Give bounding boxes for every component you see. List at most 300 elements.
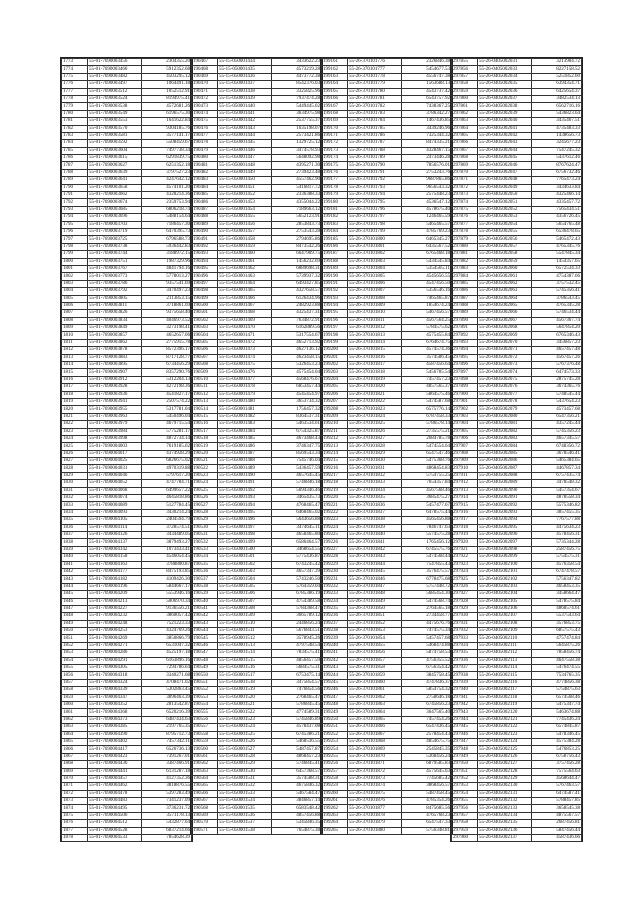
table-row [62, 435, 192, 442]
account-code-cell: 55-26-370101797 [348, 214, 402, 221]
account-code-cell: 55-01-7690003928 [88, 384, 142, 391]
row-number-cell: 199195 [322, 310, 348, 317]
row-number-cell: 190506 [192, 347, 218, 354]
account-code-cell: 55-26-0405002101 [478, 568, 532, 575]
row-number-cell: 297918 [452, 524, 478, 531]
amount-cell: 4673468.43 [272, 435, 322, 442]
table-row [192, 273, 322, 280]
table-row [322, 147, 452, 154]
amount-cell: 5654765.48 [532, 221, 582, 228]
table-row [452, 236, 582, 243]
row-number-cell: 199235 [322, 605, 348, 612]
table-row [62, 472, 192, 479]
table-row [452, 81, 582, 88]
row-number-cell: 199168 [322, 110, 348, 117]
amount-cell: 6435567.52 [402, 243, 452, 250]
table-row [322, 347, 452, 354]
account-code-cell: 55-26-0405002108 [478, 620, 532, 627]
table-row [452, 310, 582, 317]
row-number-cell: 1775 [62, 73, 88, 80]
account-code-cell: 55-15-050001456 [218, 221, 272, 228]
account-code-cell: 55-01-7690004402 [88, 738, 142, 745]
row-number-cell: 1860 [62, 701, 88, 708]
account-code-cell: 55-26-370101794 [348, 192, 402, 199]
table-row [452, 583, 582, 590]
amount-cell: 5648092.98 [272, 155, 322, 162]
row-number-cell: 1798 [62, 243, 88, 250]
account-code-cell: 55-26-370101779 [348, 81, 402, 88]
row-number-cell: 190473 [192, 103, 218, 110]
table-row [452, 140, 582, 147]
table-row [452, 391, 582, 398]
account-code-cell: 55-26-0405002066 [478, 310, 532, 317]
amount-cell: 3434633.84 [532, 184, 582, 191]
amount-cell: 4247642.12 [142, 177, 192, 184]
row-number-cell: 190537 [192, 576, 218, 583]
amount-cell: 3245677.23 [532, 140, 582, 147]
table-row [62, 118, 192, 125]
amount-cell: 8795712.73 [142, 731, 192, 738]
row-number-cell: 190556 [192, 716, 218, 723]
amount-cell: 5778013.27 [142, 273, 192, 280]
amount-cell: 5864575.46 [402, 391, 452, 398]
amount-cell: 4374928.29 [142, 450, 192, 457]
table-row [192, 73, 322, 80]
table-row [192, 598, 322, 605]
table-row [192, 539, 322, 546]
row-number-cell: 190494 [192, 258, 218, 265]
account-code-cell: 55-26-0405002089 [478, 480, 532, 487]
table-row [322, 369, 452, 376]
row-number-cell: 190543 [192, 620, 218, 627]
table-row [322, 184, 452, 191]
table-row [452, 783, 582, 790]
row-number-cell: 297873 [452, 192, 478, 199]
amount-cell: 4708471.02 [142, 679, 192, 686]
row-number-cell: 1868 [62, 761, 88, 768]
account-code-cell: 55-26-0405002110 [478, 635, 532, 642]
amount-cell: 5476853.25 [532, 746, 582, 753]
account-code-cell: 55-15-050001490 [218, 472, 272, 479]
account-code-cell: 55-26-0405002038 [478, 103, 532, 110]
row-number-cell: 190551 [192, 679, 218, 686]
amount-cell: 4567564.25 [402, 317, 452, 324]
row-number-cell: 190514 [192, 406, 218, 413]
amount-cell: 4756355.52 [402, 657, 452, 664]
table-row [452, 376, 582, 383]
amount-cell: 5463674.88 [532, 709, 582, 716]
table-row [62, 783, 192, 790]
row-number-cell: 297955 [452, 798, 478, 805]
account-code-cell: 55-15-050001480 [218, 398, 272, 405]
account-code-cell: 55-01-7690003662 [88, 192, 142, 199]
table-row [192, 280, 322, 287]
amount-cell: 6574568.46 [532, 694, 582, 701]
account-code-cell: 55-01-7690003936 [88, 391, 142, 398]
account-code-cell: 55-26-370101868 [348, 738, 402, 745]
row-number-cell: 199212 [322, 435, 348, 442]
account-code-cell: 55-26-0405002049 [478, 184, 532, 191]
account-code-cell: 55-01-7690004305 [88, 665, 142, 672]
row-number-cell: 297898 [452, 376, 478, 383]
account-code-cell: 55-01-7690004373 [88, 716, 142, 723]
amount-cell: 5465384.65 [532, 458, 582, 465]
account-code-cell: 55-26-0405002060 [478, 265, 532, 272]
row-number-cell: 190491 [192, 236, 218, 243]
amount-cell: 1456232.69 [272, 258, 322, 265]
row-number-cell: 297883 [452, 265, 478, 272]
amount-cell: 7391267.01 [142, 753, 192, 760]
account-code-cell: 55-26-0405002081 [478, 421, 532, 428]
account-code-cell: 55-15-050001500 [218, 546, 272, 553]
table-row [322, 458, 452, 465]
row-number-cell: 1842 [62, 568, 88, 575]
account-code-cell: 55-26-0405002033 [478, 66, 532, 73]
amount-cell: 3786543.45 [532, 295, 582, 302]
account-code-cell: 55-15-050001518 [218, 679, 272, 686]
table-row [192, 125, 322, 132]
amount-cell: 7497738.34 [142, 147, 192, 154]
row-number-cell: 190500 [192, 302, 218, 309]
table-row [452, 502, 582, 509]
row-number-cell: 199193 [322, 295, 348, 302]
row-number-cell: 199239 [322, 635, 348, 642]
row-number-cell: 297958 [452, 820, 478, 827]
account-code-cell: 55-01-7690004046 [88, 472, 142, 479]
row-number-cell: 190508 [192, 362, 218, 369]
row-number-cell: 199171 [322, 132, 348, 139]
row-number-cell: 297926 [452, 583, 478, 590]
row-number-cell: 297864 [452, 125, 478, 132]
account-code-cell: 55-26-0405002031 [478, 59, 532, 66]
row-number-cell: 297946 [452, 731, 478, 738]
amount-cell: 7545746.04 [272, 458, 322, 465]
amount-cell: 7767577.88 [532, 517, 582, 524]
account-code-cell: 55-26-0405002086 [478, 458, 532, 465]
row-number-cell: 199169 [322, 118, 348, 125]
row-number-cell: 1862 [62, 716, 88, 723]
account-code-cell: 55-01-7690003738 [88, 243, 142, 250]
account-code-cell: 55-01-7690003456 [88, 59, 142, 66]
row-number-cell: 297960 [452, 835, 478, 842]
account-code-cell: 55-26-370101828 [348, 443, 402, 450]
account-code-cell: 55-01-7690004528 [88, 827, 142, 834]
account-code-cell: 55-26-0405002053 [478, 214, 532, 221]
table-row [452, 192, 582, 199]
account-code-cell: 55-15-050001508 [218, 605, 272, 612]
amount-cell: 4325466.14 [532, 192, 582, 199]
row-number-cell: 199205 [322, 384, 348, 391]
row-number-cell: 1847 [62, 605, 88, 612]
table-row [452, 295, 582, 302]
amount-cell: 6474573.33 [532, 369, 582, 376]
account-code-cell: 55-26-0405002125 [478, 746, 532, 753]
account-code-cell: 55-26-0405002123 [478, 731, 532, 738]
account-code-cell: 55-15-050001436 [218, 73, 272, 80]
table-row [452, 539, 582, 546]
account-code-cell: 55-26-370101836 [348, 502, 402, 509]
amount-cell: 6889698.31 [272, 265, 322, 272]
table-row [322, 672, 452, 679]
table-row [192, 576, 322, 583]
table-row [322, 177, 452, 184]
account-code-cell: 55-26-370101858 [348, 665, 402, 672]
amount-cell: 3728574.51 [142, 524, 192, 531]
row-number-cell: 190545 [192, 635, 218, 642]
table-row [62, 805, 192, 812]
row-number-cell: 1878 [62, 835, 88, 842]
amount-cell: 4679715.54 [142, 421, 192, 428]
table-row [322, 620, 452, 627]
row-number-cell: 190488 [192, 214, 218, 221]
table-row [62, 480, 192, 487]
table-row [192, 413, 322, 420]
row-number-cell: 199210 [322, 421, 348, 428]
account-code-cell: 55-26-370101862 [348, 694, 402, 701]
row-number-cell: 297855 [452, 59, 478, 66]
row-number-cell: 199264 [322, 820, 348, 827]
account-code-cell: 55-15-050001468 [218, 310, 272, 317]
account-code-cell: 55-15-050001513 [218, 642, 272, 649]
row-number-cell: 199163 [322, 73, 348, 80]
account-code-cell: 55-26-0405002126 [478, 753, 532, 760]
table-row [322, 110, 452, 117]
row-number-cell: 190513 [192, 398, 218, 405]
row-number-cell: 297865 [452, 132, 478, 139]
amount-cell: 7745436.24 [532, 716, 582, 723]
account-code-cell: 55-01-7690003685 [88, 206, 142, 213]
table-row [452, 768, 582, 775]
amount-cell: 6457368.57 [272, 768, 322, 775]
table-row [192, 524, 322, 531]
row-number-cell: 1799 [62, 251, 88, 258]
amount-cell: 4545656.55 [402, 273, 452, 280]
account-code-cell: 55-26-0405002052 [478, 206, 532, 213]
account-code-cell: 55-15-050001538 [218, 827, 272, 834]
table-row [62, 672, 192, 679]
row-number-cell: 297876 [452, 214, 478, 221]
account-code-cell: 55-26-370101874 [348, 783, 402, 790]
table-row [452, 280, 582, 287]
account-code-cell: 55-26-370101875 [348, 790, 402, 797]
account-code-cell: 55-26-370101857 [348, 657, 402, 664]
account-code-cell: 55-26-370101833 [348, 480, 402, 487]
table-row [62, 524, 192, 531]
row-number-cell: 297944 [452, 716, 478, 723]
account-code-cell: 55-26-370101808 [348, 295, 402, 302]
row-number-cell: 1849 [62, 620, 88, 627]
account-code-cell: 55-01-7690003538 [88, 103, 142, 110]
table-row [192, 458, 322, 465]
amount-cell: 5756348.81 [402, 827, 452, 834]
amount-cell: 7834575.41 [272, 650, 322, 657]
amount-cell: 4328214.36 [142, 192, 192, 199]
table-row [452, 317, 582, 324]
table-row [192, 827, 322, 834]
row-number-cell: 1838 [62, 539, 88, 546]
row-number-cell: 190505 [192, 339, 218, 346]
row-number-cell: 297916 [452, 509, 478, 516]
table-row [192, 805, 322, 812]
table-row [452, 125, 582, 132]
table-row [62, 384, 192, 391]
amount-cell: 4395271.30 [272, 162, 322, 169]
account-code-cell: 55-15-050001451 [218, 184, 272, 191]
table-row [62, 147, 192, 154]
account-code-cell: 55-01-7690003895 [88, 362, 142, 369]
table-row [322, 288, 452, 295]
row-number-cell: 190486 [192, 199, 218, 206]
amount-cell: 6291839.75 [142, 155, 192, 162]
account-code-cell: 55-26-0405002109 [478, 628, 532, 635]
table-row [192, 605, 322, 612]
table-row [192, 243, 322, 250]
amount-cell: 6647909.75 [272, 251, 322, 258]
row-number-cell: 190485 [192, 192, 218, 199]
table-row [192, 228, 322, 235]
account-code-cell: 55-26-370101776 [348, 59, 402, 66]
amount-cell: 4765768.23 [402, 812, 452, 819]
table-row [192, 435, 322, 442]
amount-cell: 5437654.23 [532, 398, 582, 405]
amount-cell: 4545454.97 [272, 391, 322, 398]
amount-cell: 7765473.24 [532, 177, 582, 184]
table-row [452, 428, 582, 435]
row-number-cell: 1876 [62, 820, 88, 827]
table-row [192, 568, 322, 575]
row-number-cell: 199204 [322, 376, 348, 383]
table-row [322, 59, 452, 66]
account-code-cell: 55-01-7690004269 [88, 635, 142, 642]
account-code-cell: 55-26-0405002073 [478, 362, 532, 369]
amount-cell: 4573457.68 [532, 406, 582, 413]
amount-cell: 6468465.02 [272, 509, 322, 516]
amount-cell: 8569543.34 [272, 450, 322, 457]
account-code-cell: 55-26-370101790 [348, 162, 402, 169]
table-row [62, 716, 192, 723]
row-number-cell: 190520 [192, 450, 218, 457]
row-number-cell: 1833 [62, 502, 88, 509]
row-number-cell: 190569 [192, 812, 218, 819]
amount-cell: 6478575.44 [402, 509, 452, 516]
table-row [322, 140, 452, 147]
table-row [192, 177, 322, 184]
account-code-cell: 55-01-7690004068 [88, 487, 142, 494]
table-row [62, 724, 192, 731]
account-code-cell: 55-01-7690003524 [88, 95, 142, 102]
table-row [192, 214, 322, 221]
amount-cell: 5465465.57 [402, 221, 452, 228]
table-row [322, 354, 452, 361]
account-code-cell: 55-26-370101777 [348, 66, 402, 73]
row-number-cell: 297932 [452, 628, 478, 635]
table-row [62, 192, 192, 199]
amount-cell: 7341237.09 [142, 798, 192, 805]
table-row [452, 206, 582, 213]
table-row [322, 635, 452, 642]
row-number-cell: 199162 [322, 66, 348, 73]
account-code-cell: 55-01-7690004368 [88, 709, 142, 716]
table-row [452, 509, 582, 516]
row-number-cell: 297899 [452, 384, 478, 391]
account-code-cell: 55-01-7690004074 [88, 495, 142, 502]
amount-cell: 5847456.44 [532, 827, 582, 834]
account-code-cell: 55-15-050001454 [218, 206, 272, 213]
table-row [322, 561, 452, 568]
account-code-cell: 55-15-050001504 [218, 576, 272, 583]
amount-cell: 3478548.32 [532, 480, 582, 487]
account-code-cell: 55-15-050001441 [218, 110, 272, 117]
amount-cell: 9304185.76 [142, 125, 192, 132]
row-number-cell: 199265 [322, 827, 348, 834]
account-code-cell: 55-01-7690003792 [88, 288, 142, 295]
account-code-cell: 55-15-050001505 [218, 583, 272, 590]
account-code-cell: 55-01-7690003497 [88, 81, 142, 88]
amount-cell: 5397283.49 [142, 790, 192, 797]
amount-cell: 5574575.28 [402, 532, 452, 539]
account-code-cell: 55-26-370101878 [348, 812, 402, 819]
table-row [322, 694, 452, 701]
account-code-cell: 55-15-050001461 [218, 258, 272, 265]
amount-cell: 1329725.12 [272, 140, 322, 147]
table-row [62, 790, 192, 797]
account-code-cell: 55-26-0405002116 [478, 679, 532, 686]
account-code-cell: 55-26-0405002105 [478, 598, 532, 605]
amount-cell: 4355044.22 [272, 199, 322, 206]
table-row [192, 679, 322, 686]
table-row [452, 598, 582, 605]
table-row [62, 391, 192, 398]
table-row [62, 583, 192, 590]
amount-cell: 5746534.44 [532, 310, 582, 317]
table-row [452, 384, 582, 391]
amount-cell: 3273198.41 [142, 325, 192, 332]
table-row [322, 339, 452, 346]
row-number-cell: 297874 [452, 199, 478, 206]
row-number-cell: 1805 [62, 295, 88, 302]
table-row [62, 694, 192, 701]
row-number-cell: 199167 [322, 103, 348, 110]
amount-cell: 4578456.31 [532, 532, 582, 539]
row-number-cell: 190479 [192, 147, 218, 154]
table-row [452, 724, 582, 731]
row-number-cell: 190554 [192, 701, 218, 708]
amount-cell: 4765345.28 [532, 302, 582, 309]
amount-cell: 2197765.35 [142, 724, 192, 731]
row-number-cell: 199183 [322, 221, 348, 228]
account-code-cell: 55-26-0405002091 [478, 495, 532, 502]
row-number-cell: 199181 [322, 206, 348, 213]
account-code-cell: 55-15-050001442 [218, 118, 272, 125]
row-number-cell: 1779 [62, 103, 88, 110]
row-number-cell: 190474 [192, 110, 218, 117]
account-code-cell: 55-26-0405002048 [478, 177, 532, 184]
account-code-cell: 55-01-7690004441 [88, 768, 142, 775]
table-row [62, 228, 192, 235]
amount-cell: 3788800.87 [142, 561, 192, 568]
amount-cell: 1765456.12 [402, 539, 452, 546]
amount-cell: 3674365.76 [532, 384, 582, 391]
account-code-cell: 55-01-7690003751 [88, 258, 142, 265]
amount-cell: 2587456.75 [532, 546, 582, 553]
amount-cell: 4658453.35 [532, 583, 582, 590]
account-code-cell: 55-26-370101843 [348, 554, 402, 561]
row-number-cell: 190495 [192, 265, 218, 272]
account-code-cell: 55-26-370101842 [348, 546, 402, 553]
account-code-cell: 55-26-0405002063 [478, 288, 532, 295]
amount-cell: 6163896.16 [142, 657, 192, 664]
account-code-cell: 55-15-050001449 [218, 169, 272, 176]
